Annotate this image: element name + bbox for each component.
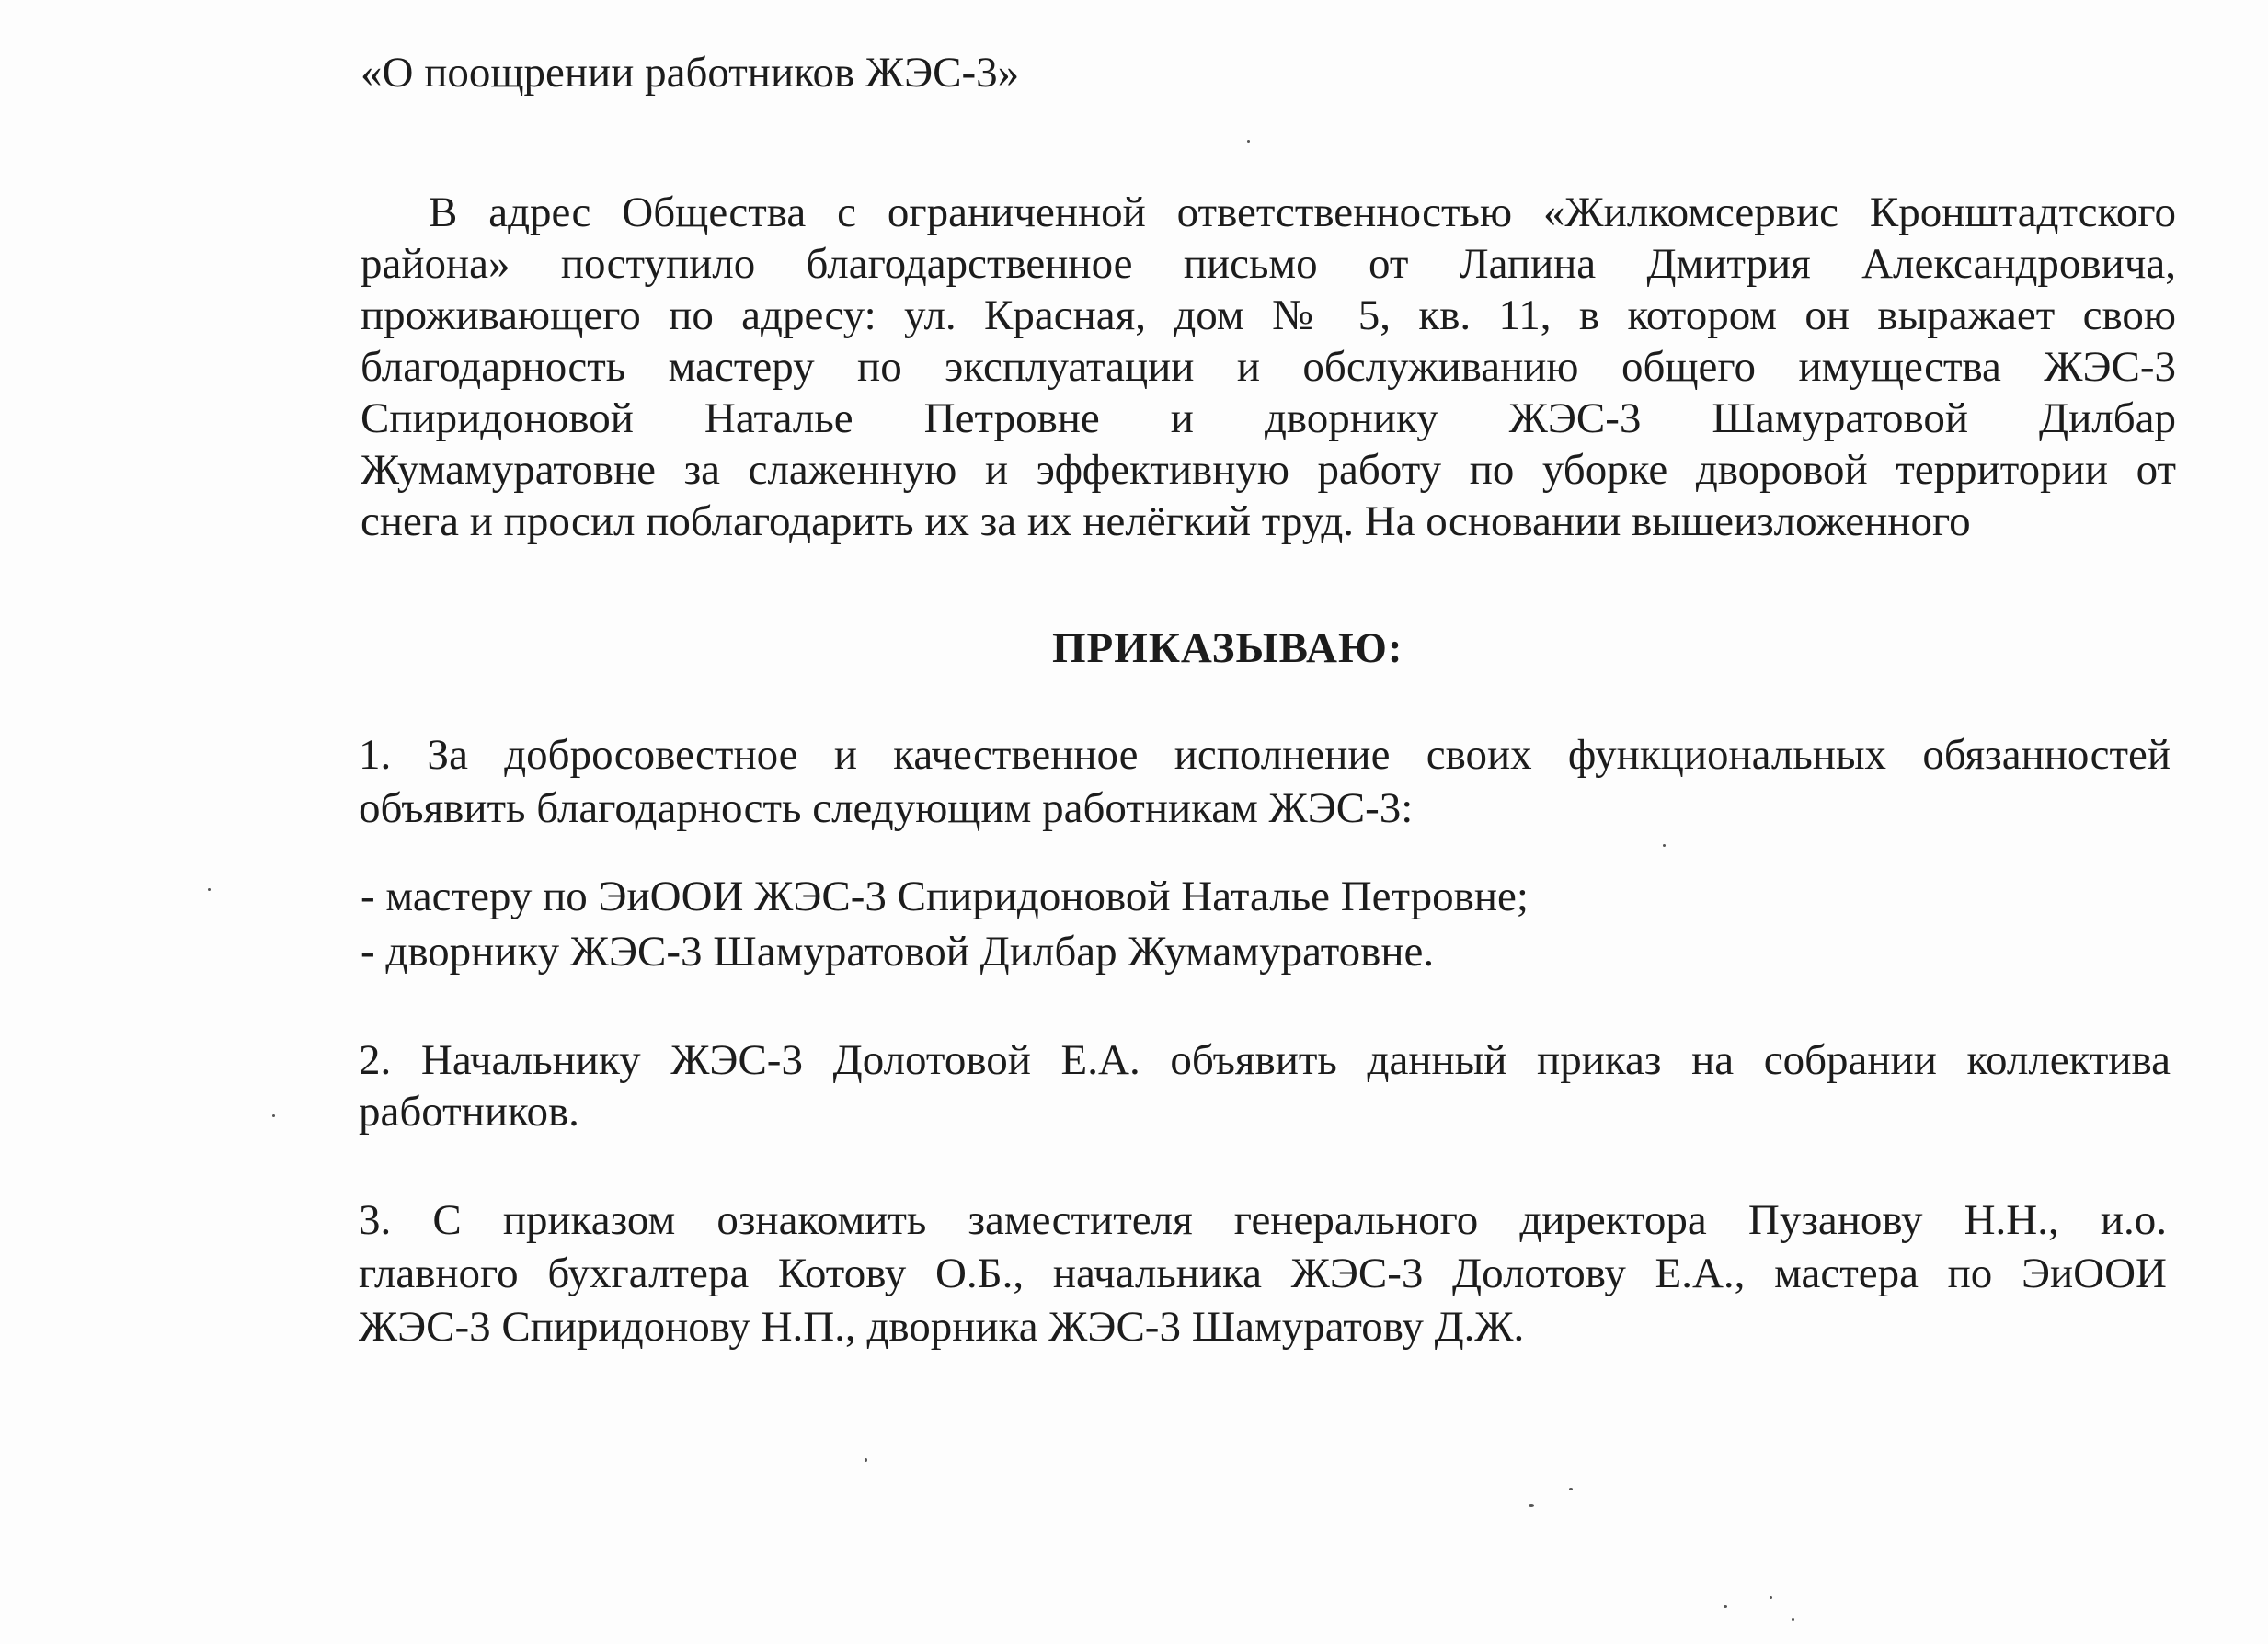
scan-speck (208, 888, 211, 891)
scan-speck (1663, 844, 1666, 847)
order-item-3-line: 3. С приказом ознакомить заместителя генерального директора Пузанову Н.Н., и.о. (359, 1196, 2167, 1244)
list-item: - дворнику ЖЭС-3 Шамуратовой Дилбар Жумамуратовне. (361, 928, 1435, 976)
order-item-3-line: главного бухгалтера Котову О.Б., начальника ЖЭС-3 Долотову Е.А., мастера по ЭиООИ (359, 1250, 2167, 1297)
document-subject: «О поощрении работников ЖЭС-3» (361, 49, 1020, 97)
preamble-line: В адрес Общества с ограниченной ответственностью «Жилкомсервис Кронштадтского (429, 188, 2176, 236)
scan-speck (1792, 1618, 1794, 1621)
preamble-line: Жумамуратовне за слаженную и эффективную работу по уборке дворовой территории от (361, 446, 2176, 494)
order-heading: ПРИКАЗЫВАЮ: (1052, 624, 1403, 672)
preamble-line: благодарность мастеру по эксплуатации и обслуживанию общего имущества ЖЭС-3 (361, 343, 2176, 391)
scan-speck (865, 1458, 867, 1462)
order-item-2-line: 2. Начальнику ЖЭС-3 Долотовой Е.А. объявить данный приказ на собрании коллектива (359, 1036, 2171, 1084)
preamble-line: снега и просил поблагодарить их за их нелёгкий труд. На основании вышеизложенного (361, 497, 1971, 545)
order-item-1-line: 1. За добросовестное и качественное исполнение своих функциональных обязанностей (359, 731, 2171, 779)
preamble-line: проживающего по адресу: ул. Красная, дом № 5, кв. 11, в котором он выражает свою (361, 291, 2176, 339)
scan-speck (1529, 1504, 1534, 1507)
preamble-line: Спиридоновой Наталье Петровне и дворнику ЖЭС-3 Шамуратовой Дилбар (361, 394, 2176, 442)
scan-speck (1569, 1488, 1573, 1490)
list-item: - мастеру по ЭиООИ ЖЭС-3 Спиридоновой Наталье Петровне; (361, 873, 1529, 920)
order-item-2-line: работников. (359, 1088, 579, 1136)
scan-speck (272, 1114, 275, 1117)
preamble-line: района» поступило благодарственное письмо от Лапина Дмитрия Александровича, (361, 240, 2176, 288)
scan-speck (1247, 140, 1250, 143)
scan-speck (1724, 1605, 1727, 1608)
order-item-3-line: ЖЭС-3 Спиридонову Н.П., дворника ЖЭС-3 Шамуратову Д.Ж. (359, 1303, 1525, 1351)
order-item-1-line: объявить благодарность следующим работникам ЖЭС-3: (359, 784, 1414, 832)
scan-speck (1770, 1596, 1772, 1599)
